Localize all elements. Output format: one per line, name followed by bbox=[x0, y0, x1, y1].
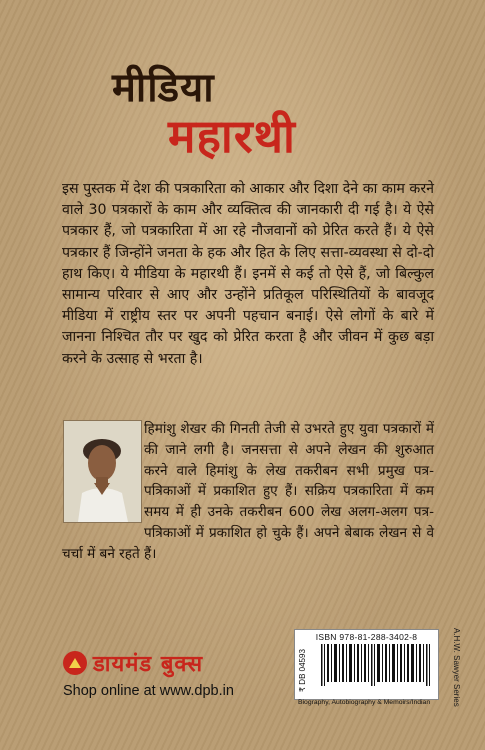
barcode-box bbox=[294, 629, 439, 700]
publisher-name: डायमंड बुक्स bbox=[93, 652, 204, 677]
author-portrait-icon bbox=[64, 421, 141, 522]
title-line-2: महारथी bbox=[168, 109, 296, 163]
author-photo bbox=[63, 420, 142, 523]
isbn-text: ISBN 978-81-288-3402-8 bbox=[315, 632, 418, 642]
diamond-books-logo-icon bbox=[63, 651, 87, 675]
series-name: A.H.W. Sawyer Series bbox=[452, 628, 461, 707]
publisher-logo bbox=[63, 648, 203, 678]
shop-online-text: Shop online at www.dpb.in bbox=[63, 683, 234, 699]
barcode-icon bbox=[321, 644, 433, 686]
title-line-1: मीडिया bbox=[112, 64, 215, 111]
price-code: ₹ DB 04593 bbox=[298, 649, 307, 692]
author-bio-text: हिमांशु शेखर की गिनती तेजी से उभरते हुए युवा पत्रकारों में की जाने लगी है। जनसत्ता से अपने लेखन की शुरुआत करने वाले हिमांशु के लेख तकरीबन सभी प्रमुख पत्र-पत्रिकाओं में प्रकाशित हुए हैं। सक्रिय पत्रकारिता में कम समय में ही उनके तकरीबन 600 लेख अलग-अलग पत्र-पत्रिकाओं में प्रकाशित हो चुके हैं। अपने बेबाक लेखन से वे चर्चा में बने रहते हैं। bbox=[62, 421, 434, 562]
book-category: Biography, Autobiography & Memoirs/Indian bbox=[298, 699, 431, 706]
book-blurb: इस पुस्तक में देश की पत्रकारिता को आकार और दिशा देने का काम करने वाले 30 पत्रकारों के काम और व्यक्तित्व की जानकारी दी गई है। ये ऐसे पत्रकार हैं, जो पत्रकारिता में आ रहे नौजवानों को प्रेरित करते हैं। ये ऐसे पत्रकार हैं जिन्होंने जनता के हक और हित के लिए सत्ता-व्यवस्था से दो-दो हाथ किए। ये मीडिया के महारथी हैं। इनमें से कई तो ऐसे हैं, जो बिल्कुल सामान्य परिवार से आए और उन्होंने प्रतिकूल परिस्थितियों के बावजूद मीडिया में राष्ट्रीय स्तर पर अपनी पहचान बनाई। ऐसे लोगों के बारे में जानना निश्चित तौर पर खुद को प्रेरित करता है और जीवन में कुछ बड़ा करने के उत्साह से भरता है। bbox=[62, 181, 434, 367]
